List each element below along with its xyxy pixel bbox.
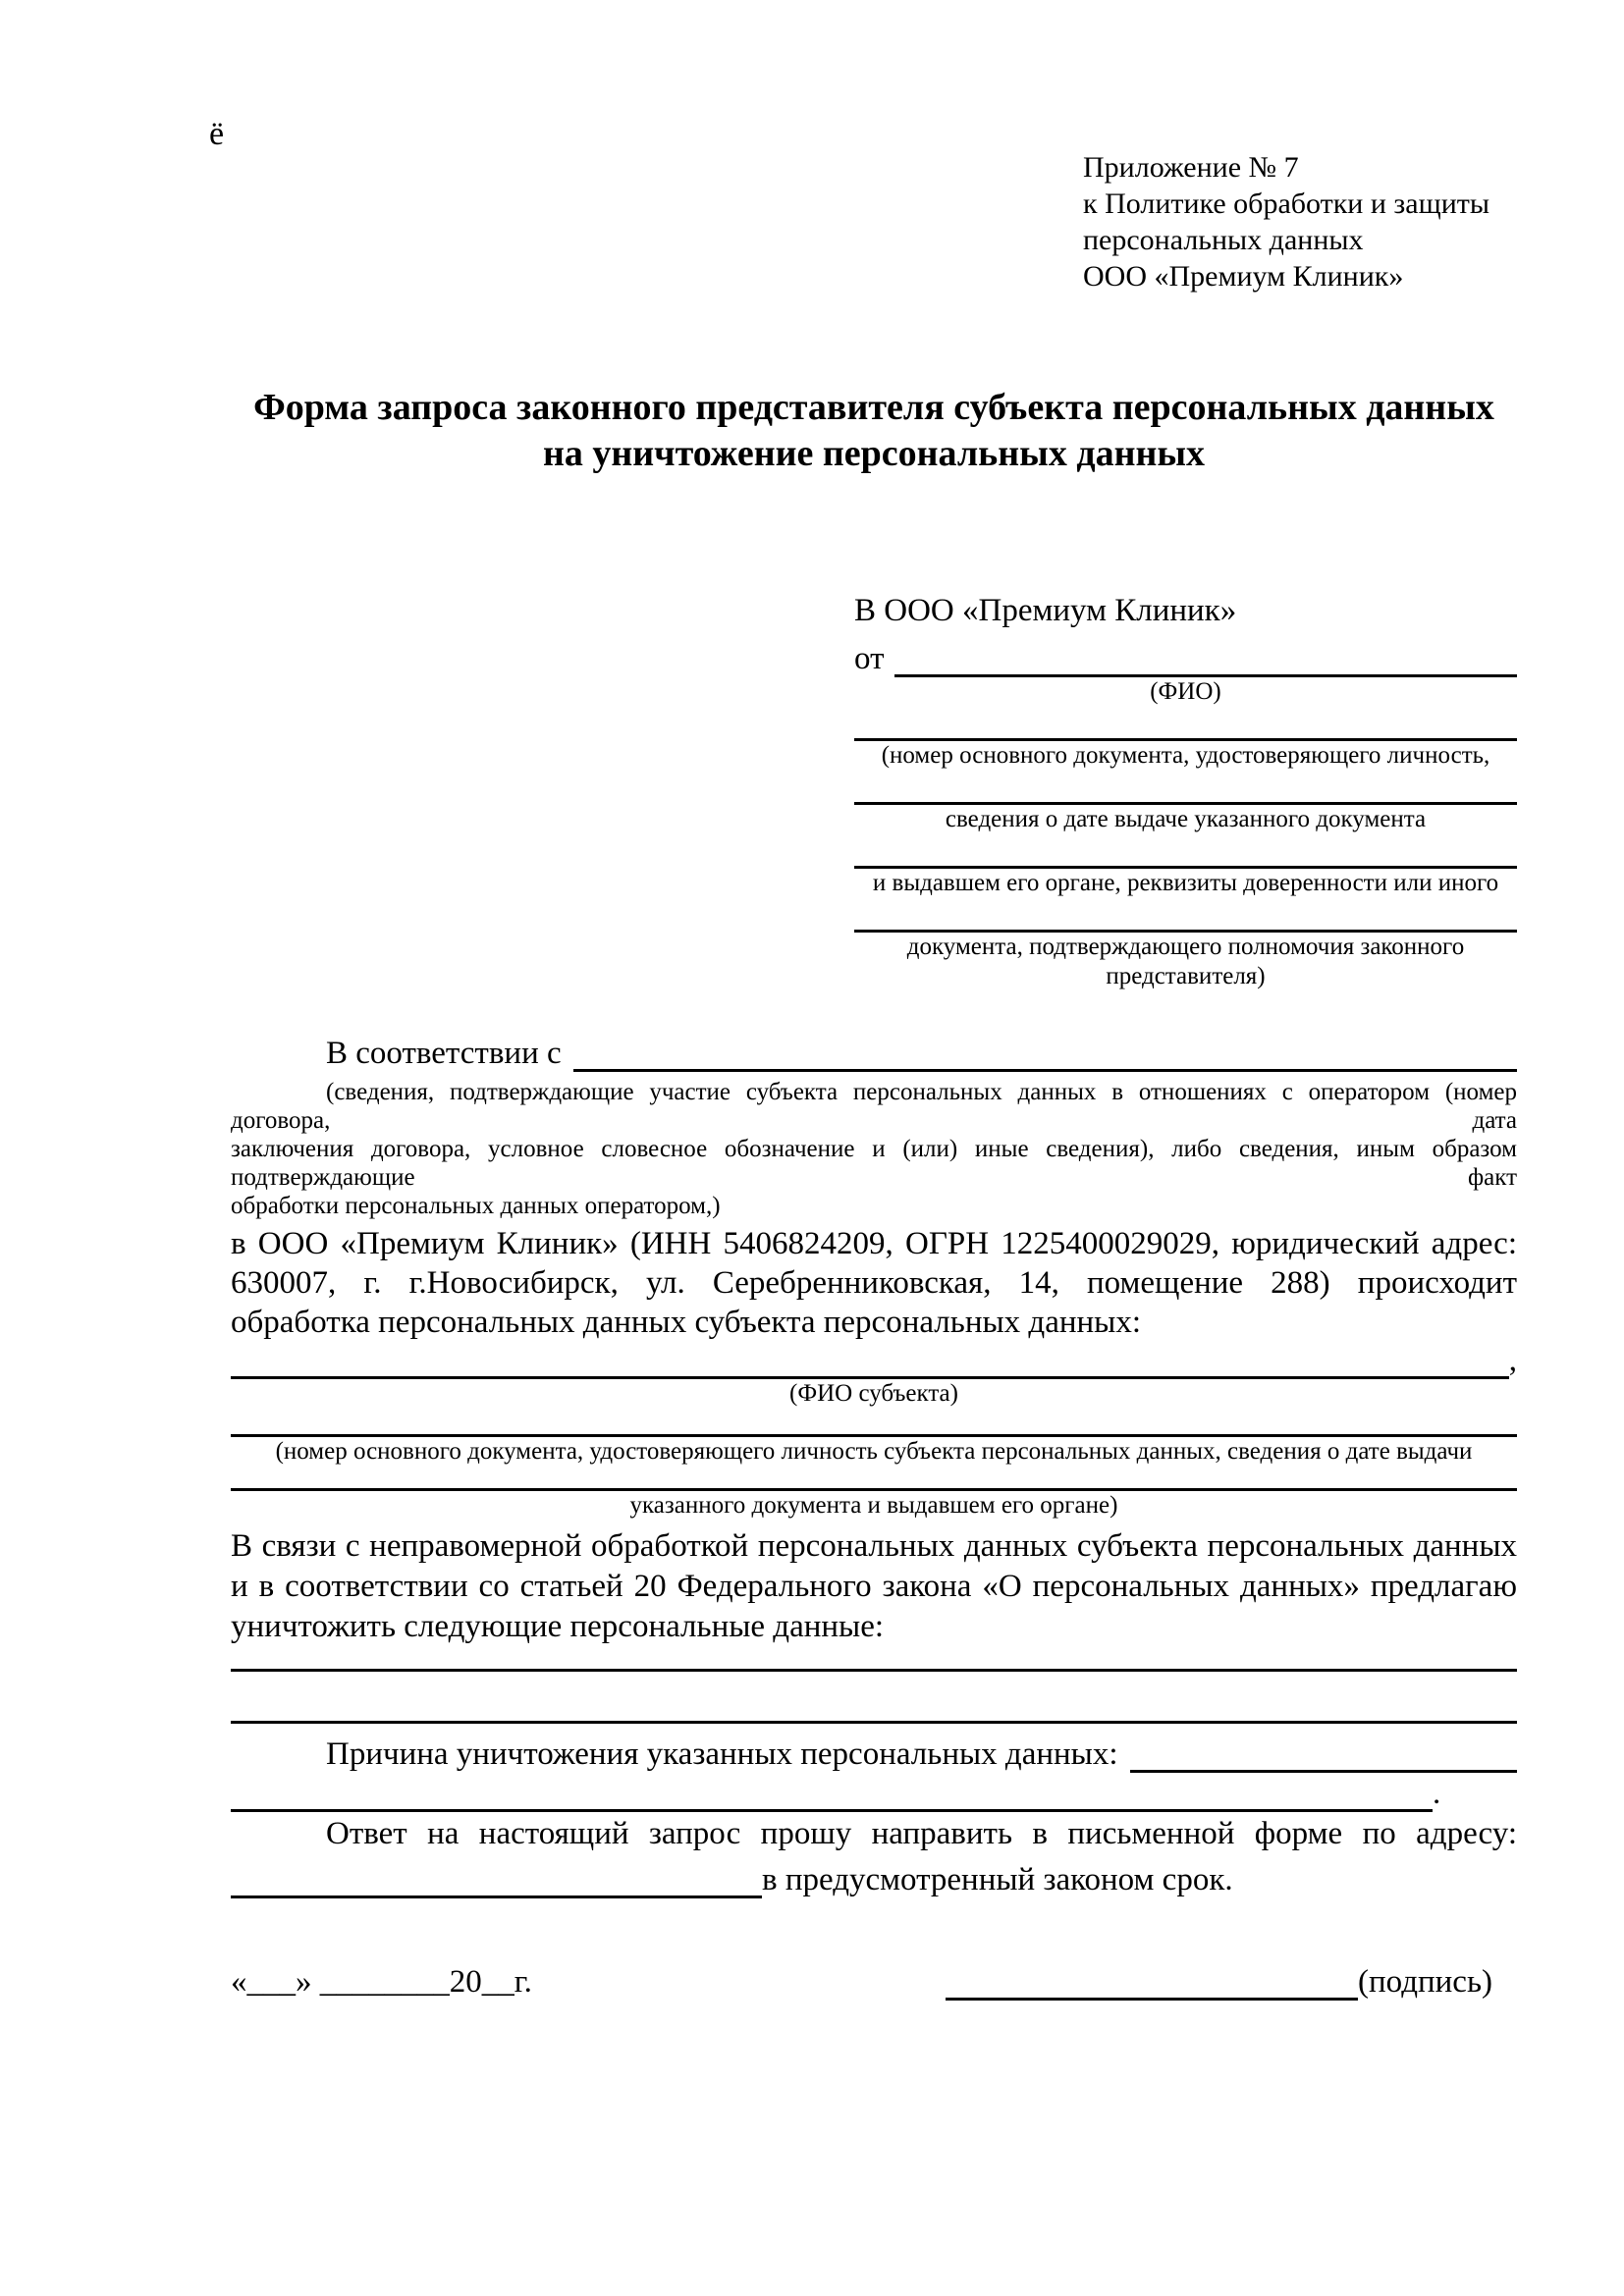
addressee-to: В ООО «Премиум Клиник»: [854, 593, 1237, 628]
from-field-row: [854, 634, 1517, 677]
data-to-destroy-blank-line-1: [231, 1647, 1517, 1672]
subject-document-caption-2: указанного документа и выдавшем его органе): [629, 1492, 1118, 1519]
appendix-header: [1083, 0, 1517, 294]
trailing-comma: ,: [1508, 1343, 1517, 1378]
footnote-line: (сведения, подтверждающие участие субъекта персональных данных в отношениях с оператором (номер договора, дата: [231, 1079, 1517, 1134]
issue-date-blank-line: [854, 771, 1517, 805]
data-to-destroy-blank-line-2: [231, 1672, 1517, 1724]
reply-address-line: Ответ на настоящий запрос прошу направить в письменной форме по адресу:: [326, 1816, 1517, 1851]
signature-blank-line: [946, 1998, 1358, 2001]
addressee-block: [854, 591, 1517, 991]
reason-label: Причина уничтожения указанных персональных данных:: [326, 1736, 1118, 1772]
accordance-blank-line: [573, 1069, 1517, 1072]
operator-line: в ООО «Премиум Клиник» (ИНН 5406824209, ОГРН 1225400029029, юридический адрес:: [231, 1226, 1517, 1261]
request-line: уничтожить следующие персональные данные:: [231, 1609, 885, 1644]
subject-fio-caption: (ФИО субъекта): [789, 1380, 958, 1407]
from-label: от: [854, 641, 885, 676]
reply-address-blank-line: [231, 1896, 762, 1898]
authority-document-blank-line: [854, 898, 1517, 933]
operator-line: обработка персональных данных субъекта персональных данных:: [231, 1305, 1141, 1340]
appendix-line: к Политике обработки и защиты: [1083, 187, 1490, 220]
trailing-period: .: [1433, 1776, 1441, 1811]
subject-document-blank-line-2: [231, 1467, 1517, 1491]
authority-document-caption: документа, подтверждающего полномочия законного представителя): [906, 934, 1465, 989]
document-number-blank-line: [854, 707, 1517, 741]
accordance-row: [231, 1031, 1517, 1072]
accordance-label: В соответствии с: [326, 1036, 562, 1071]
signature-caption: (подпись): [1358, 1964, 1492, 2000]
request-line: В связи с неправомерной обработкой персональных данных субъекта персональных данных: [231, 1528, 1517, 1564]
title-line-2: на уничтожение персональных данных: [542, 433, 1206, 474]
reason-blank-line: [1130, 1770, 1517, 1773]
title-line-1: Форма запроса законного представителя субъекта персональных данных: [253, 387, 1494, 428]
operator-paragraph: [231, 1224, 1517, 1342]
issuing-authority-blank-line: [854, 834, 1517, 869]
destruction-request-paragraph: [231, 1526, 1517, 1647]
document-title: [231, 385, 1517, 477]
subject-document-blank-line: [231, 1409, 1517, 1437]
fio-caption: (ФИО): [1150, 678, 1221, 705]
footnote-line: обработки персональных данных оператором,): [231, 1193, 721, 1219]
subject-fio-row: [231, 1343, 1517, 1379]
stray-yo-char: ё: [209, 116, 225, 152]
appendix-line: Приложение № 7: [1083, 151, 1299, 184]
reason-row: [231, 1732, 1517, 1773]
reply-address-row: [231, 1855, 1517, 1898]
operator-line: 630007, г. г.Новосибирск, ул. Серебренниковская, 14, помещение 288) происходит: [231, 1265, 1517, 1301]
issue-date-caption: сведения о дате выдаче указанного документа: [945, 806, 1427, 832]
appendix-line: персональных данных: [1083, 224, 1364, 256]
accordance-footnote: [231, 1078, 1517, 1220]
footnote-line: заключения договора, условное словесное обозначение и (или) иные сведения), либо сведения, иным образом подтверждающие факт: [231, 1136, 1517, 1191]
reply-deadline-text: в предусмотренный законом срок.: [762, 1862, 1233, 1897]
date-signature-row: [231, 1957, 1517, 2001]
issuing-authority-caption: и выдавшем его органе, реквизиты доверенности или иного: [872, 870, 1499, 896]
subject-document-caption-1: (номер основного документа, удостоверяющего личность субъекта персональных данных, сведения о дате выдачи: [275, 1438, 1473, 1465]
document-number-caption: (номер основного документа, удостоверяющего личность,: [881, 742, 1490, 769]
date-field: «___» ________20__г.: [231, 1964, 532, 2000]
appendix-line: ООО «Премиум Клиник»: [1083, 260, 1404, 293]
request-line: и в соответствии со статьей 20 Федерального закона «О персональных данных» предлагаю: [231, 1569, 1517, 1604]
reason-continuation-row: [231, 1773, 1517, 1812]
